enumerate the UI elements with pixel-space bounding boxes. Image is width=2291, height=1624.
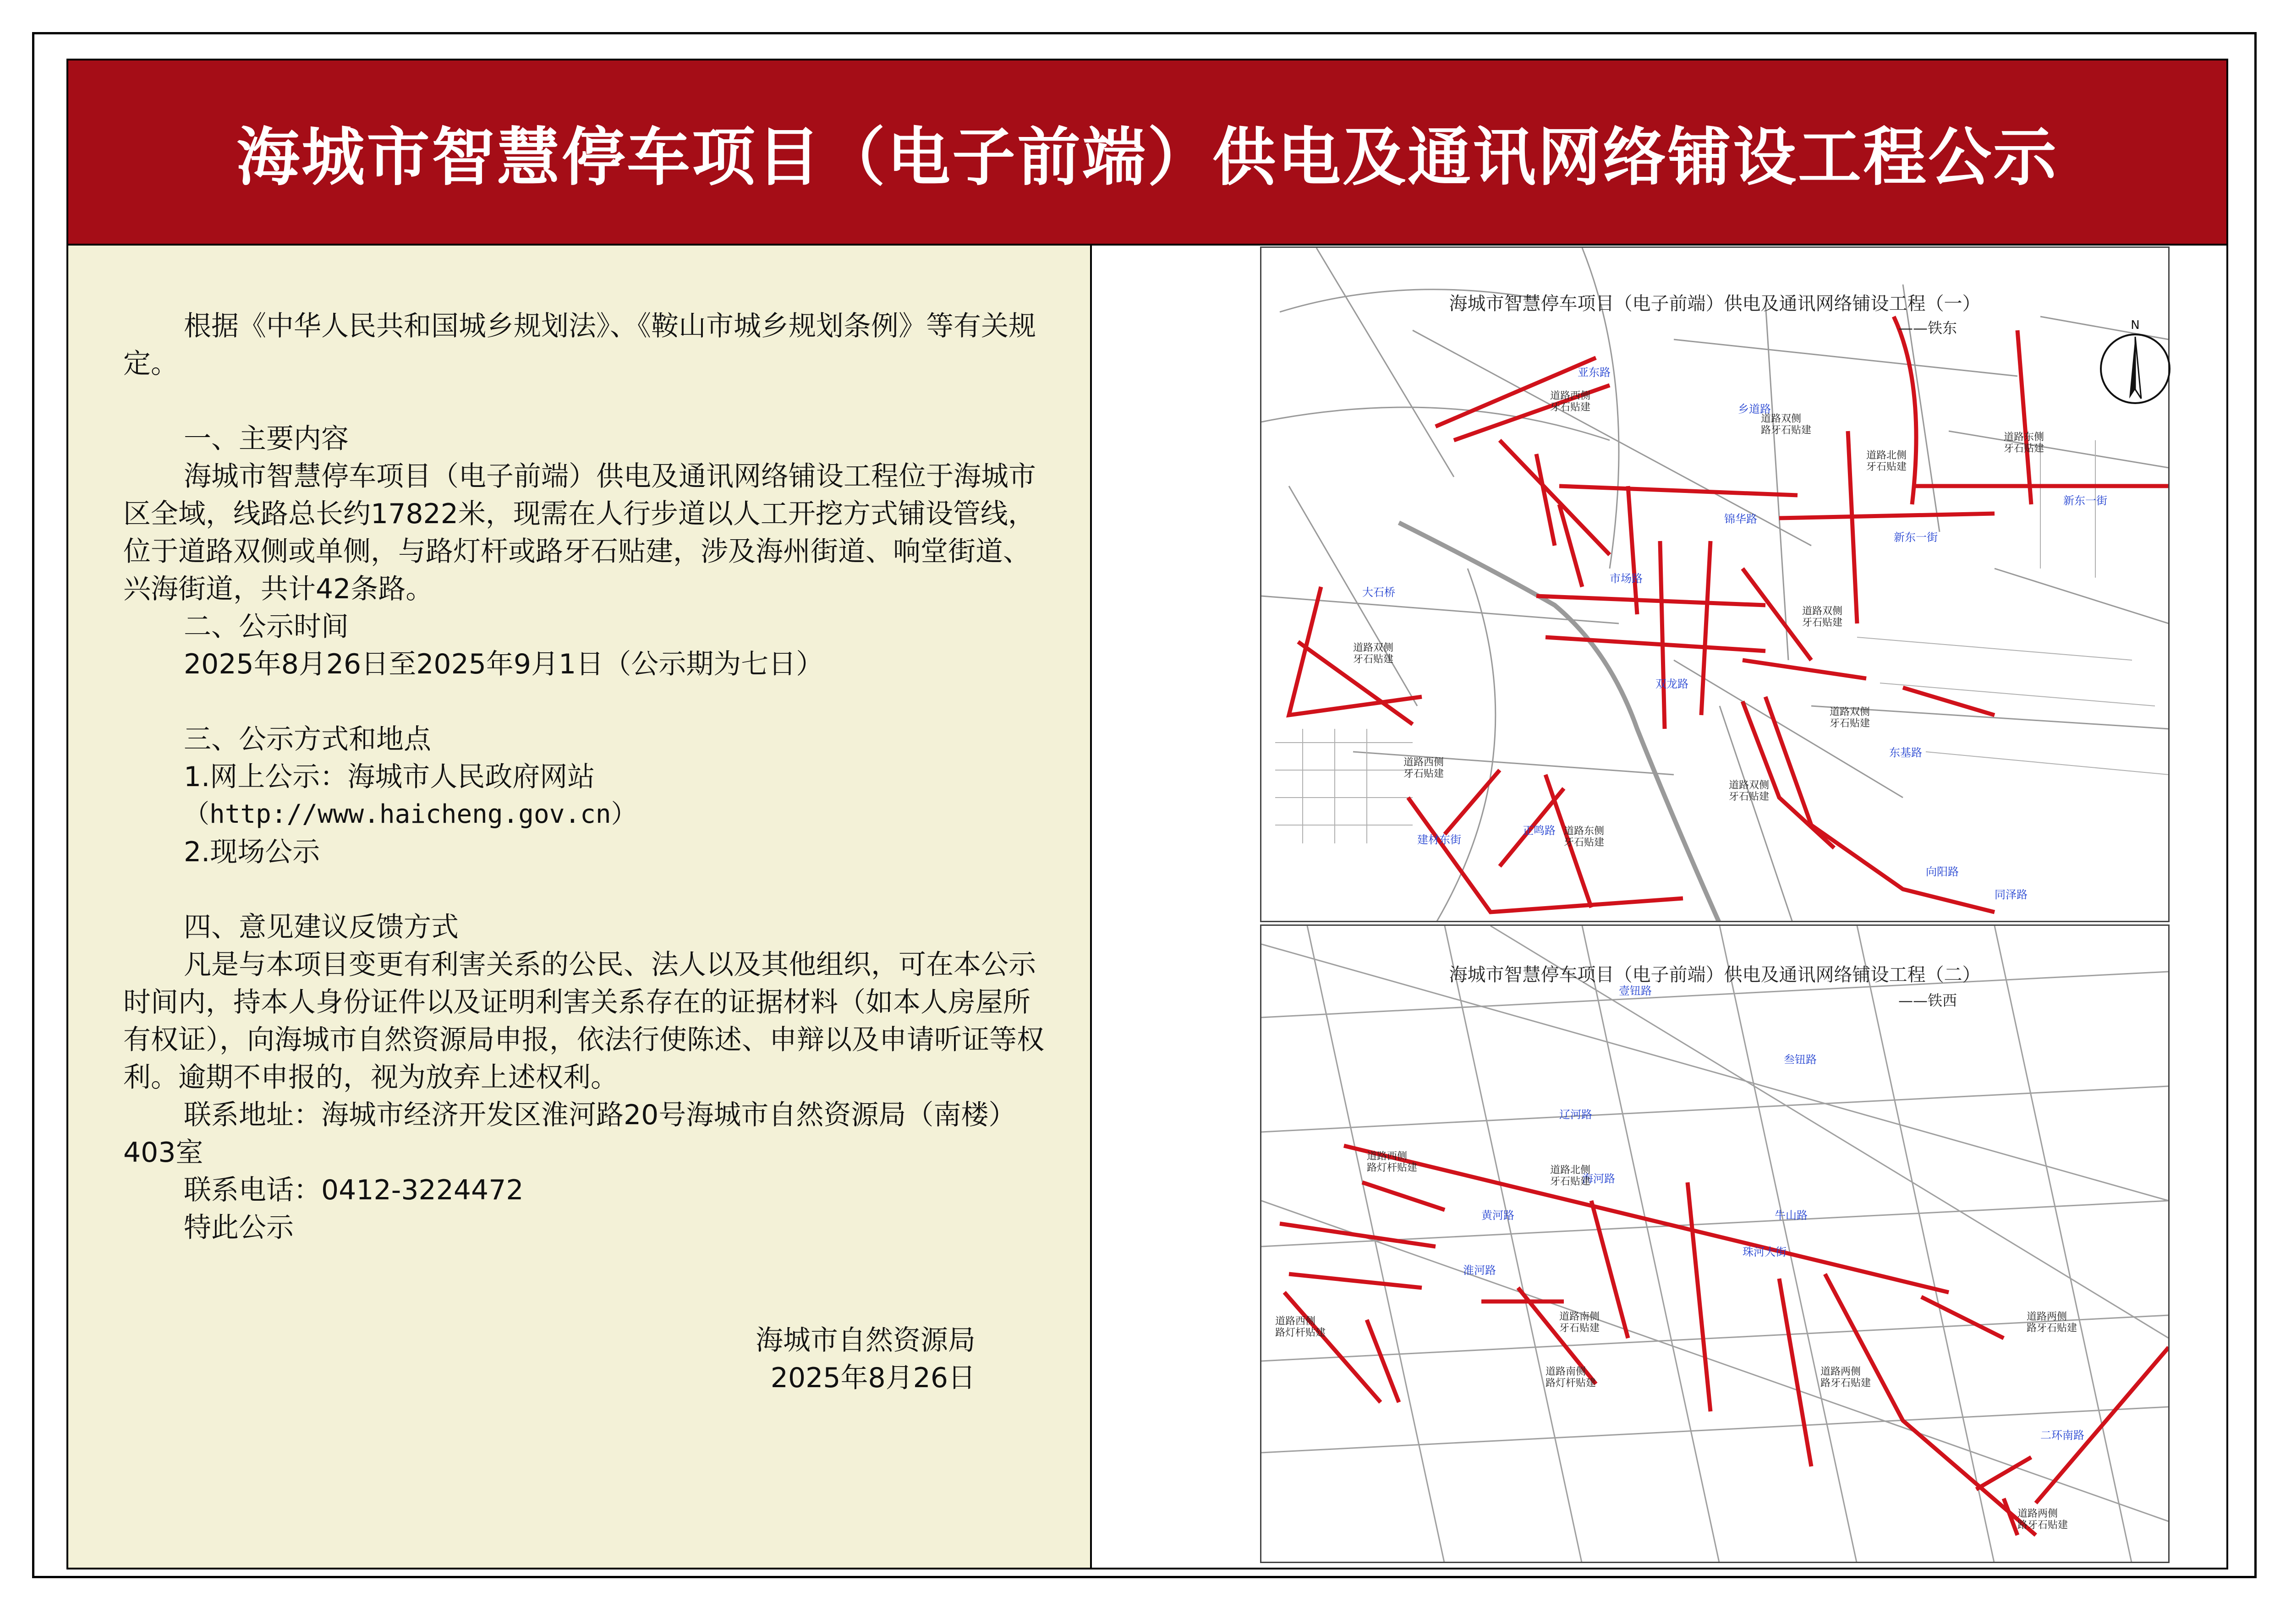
svg-text:淮河路: 淮河路 xyxy=(1463,1264,1496,1277)
svg-text:道路双侧: 道路双侧 xyxy=(1729,780,1770,791)
svg-text:路牙石贴建: 路牙石贴建 xyxy=(1820,1378,1871,1389)
svg-text:新东一街: 新东一街 xyxy=(1894,531,1938,544)
svg-text:市场路: 市场路 xyxy=(1610,572,1643,585)
map-east-drawing xyxy=(1261,248,2170,922)
svg-text:道路双侧: 道路双侧 xyxy=(1761,413,1802,425)
svg-text:路牙石贴建: 路牙石贴建 xyxy=(1761,425,1812,436)
closing-text: 特此公示 xyxy=(184,1212,294,1244)
svg-text:辽河路: 辽河路 xyxy=(1559,1108,1592,1121)
svg-text:牙石贴建: 牙石贴建 xyxy=(1866,461,1907,473)
svg-text:路灯杆贴建: 路灯杆贴建 xyxy=(1275,1327,1326,1339)
svg-text:牙石贴建: 牙石贴建 xyxy=(1559,1323,1600,1334)
svg-text:道路南侧: 道路南侧 xyxy=(1546,1366,1586,1378)
compass-icon xyxy=(2096,316,2174,408)
svg-text:路牙石贴建: 路牙石贴建 xyxy=(2027,1323,2077,1334)
section3-item-onsite: 2.现场公示 xyxy=(184,836,320,868)
svg-text:亚东路: 亚东路 xyxy=(1578,366,1611,379)
svg-text:道路两侧: 道路两侧 xyxy=(2027,1311,2067,1323)
section1-title: 一、主要内容 xyxy=(184,423,349,455)
svg-text:牙石贴建: 牙石贴建 xyxy=(1550,1176,1591,1187)
svg-text:道路西侧: 道路西侧 xyxy=(1367,1151,1408,1162)
svg-text:道路东侧: 道路东侧 xyxy=(1564,826,1605,837)
svg-text:道路西侧: 道路西侧 xyxy=(1550,390,1591,402)
svg-text:叁钮路: 叁钮路 xyxy=(1784,1053,1817,1066)
svg-text:向阳路: 向阳路 xyxy=(1926,865,1959,878)
svg-text:双龙路: 双龙路 xyxy=(1655,678,1688,690)
svg-text:牙石贴建: 牙石贴建 xyxy=(2004,443,2044,454)
svg-text:路牙石贴建: 路牙石贴建 xyxy=(2017,1520,2068,1531)
notice-panel xyxy=(68,246,1090,1568)
section4-title: 四、意见建议反馈方式 xyxy=(184,911,459,943)
svg-text:乡道路: 乡道路 xyxy=(1738,403,1771,416)
signature-org: 海城市自然资源局 xyxy=(756,1324,976,1356)
svg-text:道路北侧: 道路北侧 xyxy=(1866,450,1907,461)
svg-text:道路双侧: 道路双侧 xyxy=(1802,606,1843,617)
svg-text:二环南路: 二环南路 xyxy=(2040,1429,2084,1442)
svg-text:大石桥: 大石桥 xyxy=(1362,586,1395,599)
svg-text:道路两侧: 道路两侧 xyxy=(2017,1508,2058,1520)
government-website-link[interactable]: （http://www.haicheng.gov.cn） xyxy=(184,799,637,829)
map-east-subtitle: ——铁东 xyxy=(1898,319,1957,337)
contact-phone: 联系电话：0412-3224472 xyxy=(184,1174,524,1206)
svg-text:道路西侧: 道路西侧 xyxy=(1403,757,1444,768)
svg-text:牙石贴建: 牙石贴建 xyxy=(1353,654,1394,665)
svg-text:路灯杆贴建: 路灯杆贴建 xyxy=(1367,1162,1418,1174)
svg-text:道路双侧: 道路双侧 xyxy=(1353,642,1394,654)
map-west xyxy=(1260,924,2170,1563)
svg-text:牙石贴建: 牙石贴建 xyxy=(1729,791,1770,803)
section4-body: 凡是与本项目变更有利害关系的公民、法人以及其他组织，可在本公示时间内，持本人身份证件以及证明利害关系存在的证据材料（如本人房屋所有权证），向海城市自然资源局申报，依法行使陈述、申辩以及申请听证等权利。逾期不申报的，视为放弃上述权利。 xyxy=(123,949,1044,1094)
svg-text:珠河大街: 珠河大街 xyxy=(1743,1246,1787,1258)
svg-text:牙石贴建: 牙石贴建 xyxy=(1830,718,1870,729)
page-title: 海城市智慧停车项目（电子前端）供电及通讯网络铺设工程公示 xyxy=(236,120,2058,194)
svg-text:路灯杆贴建: 路灯杆贴建 xyxy=(1546,1378,1596,1389)
north-arrow xyxy=(2096,316,2174,408)
section2-title: 二、公示时间 xyxy=(184,611,349,643)
svg-text:黄河路: 黄河路 xyxy=(1481,1209,1514,1222)
svg-text:道路北侧: 道路北侧 xyxy=(1550,1165,1591,1176)
section3-item-online: 1.网上公示：海城市人民政府网站 xyxy=(184,761,595,793)
map-east xyxy=(1260,246,2170,922)
section2-body: 2025年8月26日至2025年9月1日（公示期为七日） xyxy=(184,648,824,680)
map-west-title: 海城市智慧停车项目（电子前端）供电及通讯网络铺设工程（二） xyxy=(1449,964,1981,985)
svg-text:道路南侧: 道路南侧 xyxy=(1559,1311,1600,1323)
svg-text:东基路: 东基路 xyxy=(1889,746,1922,759)
signature-date: 2025年8月26日 xyxy=(770,1362,976,1394)
map-west-subtitle: ——铁西 xyxy=(1898,992,1957,1009)
compass-label: N xyxy=(2131,318,2140,332)
svg-text:同泽路: 同泽路 xyxy=(1995,888,2028,901)
svg-text:道路西侧: 道路西侧 xyxy=(1275,1316,1316,1327)
svg-text:牙石贴建: 牙石贴建 xyxy=(1403,768,1444,780)
svg-text:海河路: 海河路 xyxy=(1582,1172,1615,1185)
notice-text xyxy=(123,307,1044,1397)
svg-text:锦华路: 锦华路 xyxy=(1724,513,1757,525)
section1-body: 海城市智慧停车项目（电子前端）供电及通讯网络铺设工程位于海城市区全域，线路总长约17822米，现需在人行步道以人工开挖方式铺设管线，位于道路双侧或单侧，与路灯杆或路牙石贴建，涉及海州街道、响堂街道、兴海街道，共计42条路。 xyxy=(123,460,1036,605)
map-west-drawing xyxy=(1261,926,2170,1563)
svg-text:道路两侧: 道路两侧 xyxy=(1820,1366,1861,1378)
contact-address: 联系地址：海城市经济开发区淮河路20号海城市自然资源局（南楼）403室 xyxy=(123,1099,1016,1169)
svg-text:道路东侧: 道路东侧 xyxy=(2004,432,2044,443)
svg-text:新东一街: 新东一街 xyxy=(2063,494,2107,507)
notice-intro: 根据《中华人民共和国城乡规划法》、《鞍山市城乡规划条例》等有关规定。 xyxy=(123,310,1036,380)
svg-text:正鸣路: 正鸣路 xyxy=(1523,824,1556,837)
svg-text:牙石贴建: 牙石贴建 xyxy=(1564,837,1605,848)
svg-text:牛山路: 牛山路 xyxy=(1775,1209,1808,1222)
svg-text:牙石贴建: 牙石贴建 xyxy=(1802,617,1843,629)
svg-text:壹钮路: 壹钮路 xyxy=(1619,984,1652,997)
map-east-title: 海城市智慧停车项目（电子前端）供电及通讯网络铺设工程（一） xyxy=(1449,293,1981,314)
svg-text:建材东街: 建材东街 xyxy=(1417,833,1461,846)
section3-title: 三、公示方式和地点 xyxy=(184,723,431,755)
svg-text:牙石贴建: 牙石贴建 xyxy=(1550,402,1591,413)
svg-text:道路双侧: 道路双侧 xyxy=(1830,706,1870,718)
header-banner xyxy=(68,60,2226,244)
